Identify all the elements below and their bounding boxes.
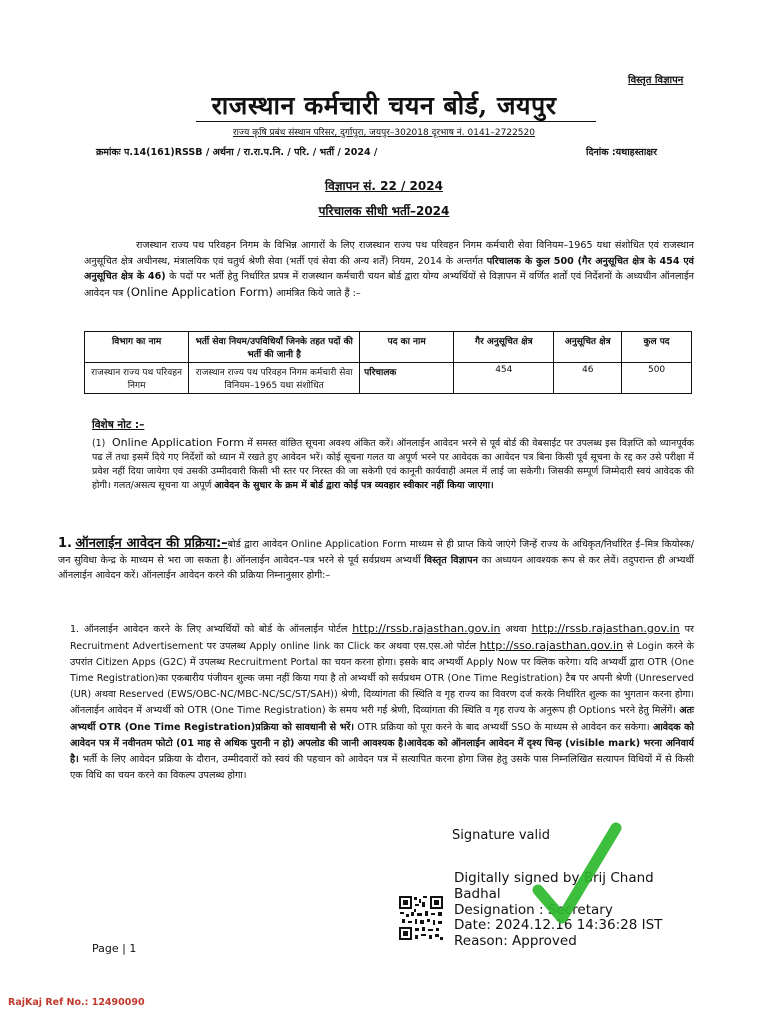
table-cell: 454 — [454, 363, 554, 394]
reference-number: क्रमांकः प.14(161)RSSB / अर्थना / रा.रा.प.नि. / परि. / भर्ती / 2024 / — [96, 147, 378, 158]
section-heading — [75, 536, 227, 551]
signature-line-5: Reason: Approved — [454, 933, 577, 950]
table-header: गैर अनुसूचित क्षेत्र — [454, 332, 554, 363]
table-header: कुल पद — [622, 332, 692, 363]
note-latin: Online Application Form — [112, 436, 245, 449]
page-number: Page | 1 — [92, 942, 137, 955]
section-bold: विस्तृत विज्ञापन — [424, 554, 478, 566]
paragraph-text-3: पर Recruitment Advertisement पर उपलब्ध Apply online link का Click कर अथवा एस.एस.ओ पोर्टल — [70, 624, 694, 653]
intro-latin: (Online Application Form) — [126, 284, 274, 299]
paragraph-text-2: अथवा — [500, 624, 532, 635]
rssb-portal-link[interactable]: http://rssb.rajasthan.gov.in — [352, 622, 501, 635]
paragraph-text-5: OTR प्रक्रिया को पूरा करने के बाद अभ्यर्थी SSO के माध्यम से आवेदन कर सकेगा। — [354, 721, 653, 733]
section-text1: बोर्ड द्वारा आवेदन Online Application Form माध्यम से ही प्राप्त किये जाएंगे जिन्हें राज्य के अधिकृत/निर्धारित ई–मित्र कियोस्क/जन सुविधा केन्द्र के माध्यम से भरा जा सकता है। ऑनलाईन आवेदन–पत्र भरने से पूर्व सर्वप्रथम अभ्यर्थी — [58, 539, 694, 566]
checkmark-icon — [532, 822, 622, 940]
table-header: भर्ती सेवा नियम/उपविधियाँ जिनके तहत पदों की भर्ती की जानी है — [189, 332, 360, 363]
signature-line-4: Date: 2024.12.16 14:36:28 IST — [454, 917, 663, 934]
table-header: पद का नाम — [360, 332, 454, 363]
paragraph-number: 1. — [70, 624, 80, 635]
rssb-portal-link-2[interactable]: http://rssb.rajasthan.gov.in — [531, 622, 680, 635]
section-online-process — [58, 536, 694, 584]
sso-portal-link[interactable]: http://sso.rajasthan.gov.in — [479, 639, 624, 653]
paragraph-text-4: से Login करने के उपरांत Citizen Apps (G2C) में उपलब्ध Recruitment Portal का चयन करना होगा। इसके बाद अभ्यर्थी Apply Now पर क्लिक करेगा। यदि अभ्यर्थी द्वारा OTR (One Time Registration)का एकबारीय पंजीयन शुल्क जमा नहीं किया गया है तो अभ्यर्थी को सर्वप्रथम OTR (One Time Registration) टैब पर अपनी श्रेणी (Unreserved (UR) अथवा Reserved (EWS/OBC-NC/MBC-NC/SC/ST/SAH)) श्रेणी, दिव्यांगता की स्थिति व गृह राज्य का विवरण दर्ज करके निर्धारित शुल्क का भुगतान करना होगा। ऑनलाईन आवेदन में अभ्यर्थी को OTR (One Time Registration) के समय भरी गई श्रेणी, दिव्यांगता की स्थिति व गृह राज्य के अनुरूप ही Options भरने हेतु मिलेंगें। — [70, 641, 694, 717]
table-header: अनुसूचित क्षेत्र — [554, 332, 622, 363]
paragraph-bold-1: अतः अभ्यर्थी OTR (One Time Registration)प्रक्रिया को सावधानी से भरें। — [70, 705, 694, 733]
board-address: राज्य कृषि प्रबंध संस्थान परिसर, दुर्गापुरा, जयपुर–302018 दूरभाष नं. 0141–2722520 — [233, 128, 535, 138]
paragraph-text-6: भर्ती के लिए आवेदन प्रक्रिया के दौरान, उम्मीदवारों को स्वयं की पहचान को आवेदन पत्र में सत्यापित करना होगा जिस हेतु उसके पास निम्नलिखित सत्यापन विधियों में से किसी एक विधि का चयन करने का विकल्प उपलब्ध होगा। — [70, 753, 694, 781]
advertisement-subject: परिचालक सीधी भर्ती–2024 — [318, 204, 450, 218]
table-header: विभाग का नाम — [85, 332, 189, 363]
table-cell: राजस्थान राज्य पथ परिवहन निगम कर्मचारी सेवा विनियम–1965 यथा संशोधित — [189, 363, 360, 394]
signature-line-3: Designation : Secretary — [454, 901, 613, 918]
signature-status: Signature valid — [452, 828, 550, 843]
table-cell: 500 — [622, 363, 692, 394]
table-cell: परिचालक — [360, 363, 454, 394]
letter-date: दिनांक :यथाहस्ताक्षर — [586, 147, 657, 158]
paragraph-text-1: ऑनलाईन आवेदन करने के लिए अभ्यर्थियों को बोर्ड के ऑनलाईन पोर्टल — [83, 624, 353, 635]
note-number: (1) — [92, 438, 106, 449]
intro-part3: आमंत्रित किये जाते हैं :– — [273, 287, 361, 299]
note-text: में समस्त वांछित सूचना अवश्य अंकित करें। ऑनलाईन आवेदन भरने से पूर्व बोर्ड की वेबसाईट पर उपलब्ध इस विज्ञप्ति को ध्यानपूर्वक पढ लें तथा इसमें दिये गए निर्देशों को ध्यान में रखते हुए आवेदन भरें। कोई सूचना गलत या अपूर्ण भरने पर आवेदक का आवेदन पत्र बिना किसी पूर्व सूचना के रद्द कर उसे परीक्षा में प्रवेश नहीं दिया जायेगा एवं उसकी उम्मीदवारी किसी भी स्तर पर निरस्त की जा सकेगी एवं कानूनी कार्यवाही अमल में लाई जा सकेगी। जिसकी सम्पूर्ण जिम्मेदारी स्वयं आवेदक की होगी। गलत/असत्य सूचना या अपूर्ण — [92, 438, 694, 491]
intro-part2: के पदों पर भर्ती हेतु निर्धारित प्रपत्र में राजस्थान कर्मचारी चयन बोर्ड द्वारा योग्य अभ्यर्थियों से विज्ञापन में वर्णित शर्तों एवं निर्देशनों के अध्यधीन ऑनलाईन आवेदन पत्र — [84, 271, 694, 299]
paragraph-bold-2: आवेदक को आवेदन पत्र में नवीनतम फोटो (01 माह से अधिक पुरानी न हो) अपलोड की जानी आवश्यक है।आवेदक को ऑनलाईन आवेदन में दृश्य चिन्ह (visible mark) भरना अनिवार्य है। — [70, 721, 694, 765]
vacancy-table — [84, 331, 692, 394]
signature-line-1: Digitally signed by Brij Chand — [454, 870, 654, 886]
qr-code — [398, 895, 444, 941]
advertisement-number: विज्ञापन सं. 22 / 2024 — [325, 179, 443, 193]
online-application-paragraph — [70, 621, 694, 784]
table-header-row — [85, 332, 692, 363]
table-cell: राजस्थान राज्य पथ परिवहन निगम — [85, 363, 189, 394]
special-note-heading: विशेष नोट :– — [92, 419, 145, 431]
board-title: राजस्थान कर्मचारी चयन बोर्ड, जयपुर — [211, 91, 557, 120]
title-underline — [196, 121, 596, 122]
special-note-item — [92, 436, 694, 493]
rajkaj-reference: RajKaj Ref No.: 12490090 — [8, 997, 145, 1008]
section-text2: का अध्ययन आवश्यक रूप से कर लेवें। तदुपरान्त ही अभ्यर्थी ऑनलाईन आवेदन करें। ऑनलाईन आवेदन करने की प्रक्रिया निम्नानुसार होगी:– — [58, 554, 694, 581]
section-heading-text: ऑनलाईन आवेदन की प्रक्रिया:– — [75, 536, 228, 551]
note-bold: आवेदन के सुधार के क्रम में बोर्ड द्वारा कोई पत्र व्यवहार स्वीकार नहीं किया जाएगा। — [214, 480, 494, 491]
detailed-advertisement-tag: विस्तृत विज्ञापन — [628, 75, 684, 86]
section-number: 1. — [58, 536, 72, 551]
intro-part1: राजस्थान राज्य पथ परिवहन निगम के विभिन्न आगारों के लिए राजस्थान राज्य पथ परिवहन निगम कर्मचारी सेवा विनियम–1965 यथा संशोधित एवं राजस्थान अनुसूचित क्षेत्र अधीनस्थ, मंत्रालयिक एवं चतुर्थ श्रेणी सेवा (भर्ती एवं सेवा की अन्य शर्तें) नियम, 2014 के अन्तर्गत — [84, 240, 694, 267]
intro-paragraph — [84, 238, 694, 301]
signature-line-2: Badhal — [454, 885, 501, 902]
table-cell: 46 — [554, 363, 622, 394]
table-row — [85, 363, 692, 394]
intro-bold: परिचालक के कुल 500 (गैर अनुसूचित क्षेत्र के 454 एवं अनुसूचित क्षेत्र के 46) — [84, 255, 694, 282]
